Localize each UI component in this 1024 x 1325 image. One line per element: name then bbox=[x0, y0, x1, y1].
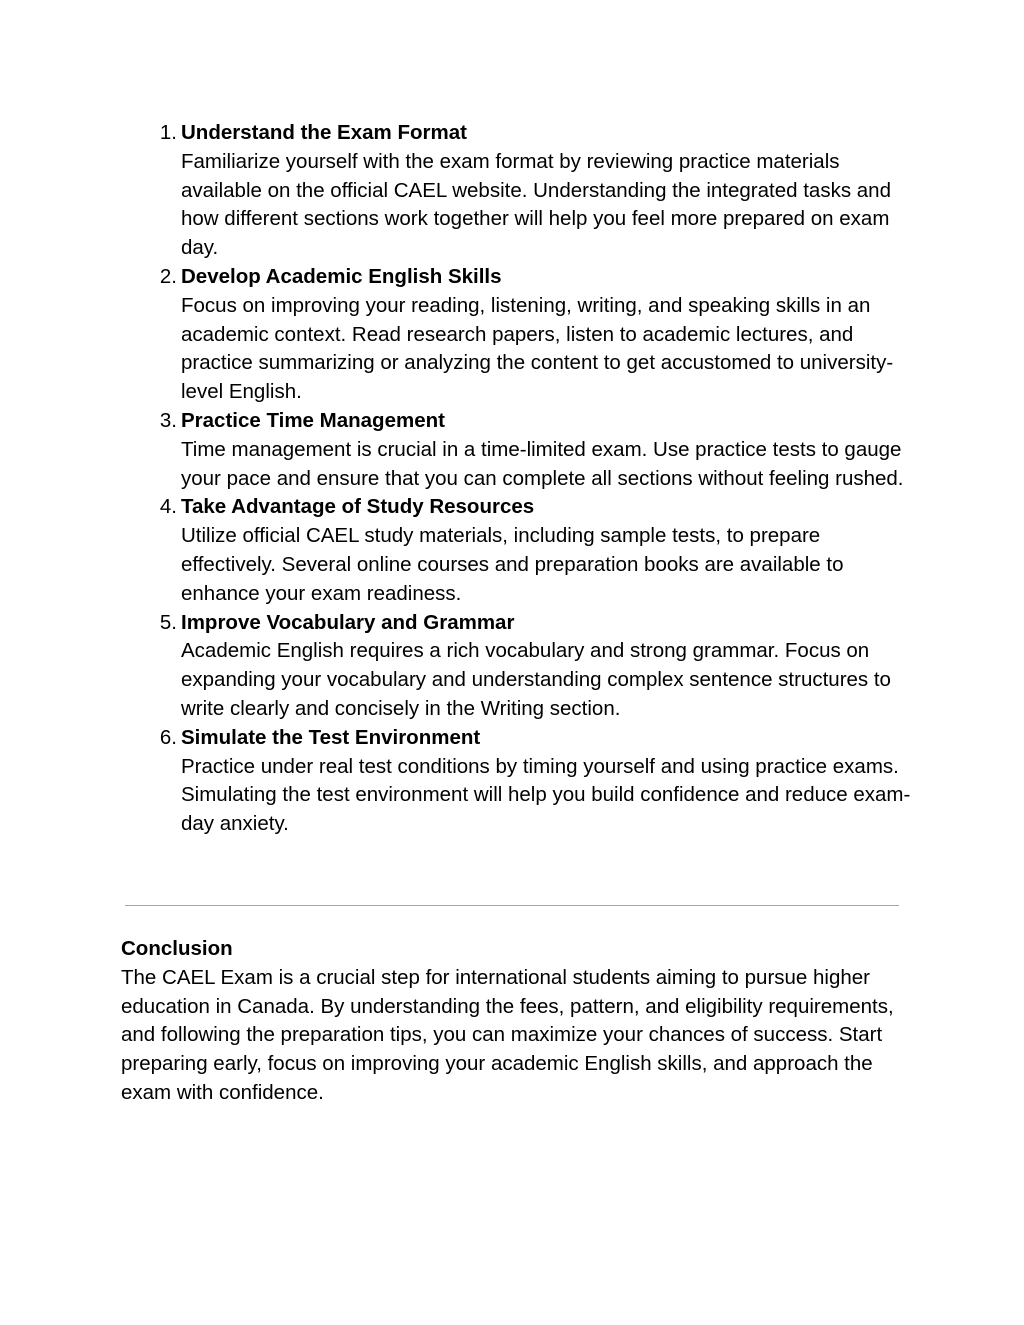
tip-body: Practice under real test conditions by timing yourself and using practice exams. Simulating the test environment will help you build confidence and reduce exam-day anxiety. bbox=[181, 754, 911, 836]
tip-number: 6. bbox=[159, 725, 177, 749]
tip-body: Utilize official CAEL study materials, including sample tests, to prepare effectively. Several online courses and preparation books are available to enhance your exam readiness. bbox=[181, 524, 844, 605]
conclusion-heading: Conclusion bbox=[121, 937, 233, 960]
tip-body: Focus on improving your reading, listening, writing, and speaking skills in an academic context. Read research papers, listen to academic lectures, and practice summarizing or analyzing the content to get accustomed to university-level English. bbox=[181, 293, 894, 404]
tip-item bbox=[159, 263, 911, 407]
tip-number: 2. bbox=[159, 264, 177, 288]
tip-number: 4. bbox=[159, 495, 177, 519]
tip-title: Practice Time Management bbox=[181, 408, 445, 432]
tip-title: Understand the Exam Format bbox=[181, 121, 467, 144]
tip-item bbox=[159, 493, 911, 608]
preparation-tips-list bbox=[159, 119, 911, 839]
horizontal-divider bbox=[125, 905, 899, 906]
tip-title: Improve Vocabulary and Grammar bbox=[181, 610, 515, 634]
tip-title: Take Advantage of Study Resources bbox=[181, 495, 535, 519]
tip-body: Familiarize yourself with the exam format by reviewing practice materials available on the official CAEL website. Understanding the integrated tasks and how different sections work together will help you feel more prepared on exam day. bbox=[181, 149, 891, 260]
tip-number: 3. bbox=[159, 408, 177, 432]
tip-title: Develop Academic English Skills bbox=[181, 264, 502, 288]
tip-title: Simulate the Test Environment bbox=[181, 725, 481, 749]
tip-body: Time management is crucial in a time-limited exam. Use practice tests to gauge your pace and ensure that you can complete all sections without feeling rushed. bbox=[181, 437, 904, 490]
tip-item bbox=[159, 609, 911, 724]
conclusion-section bbox=[121, 935, 911, 1108]
tip-item bbox=[159, 407, 911, 493]
tip-number: 1. bbox=[159, 121, 177, 144]
tip-body: Academic English requires a rich vocabulary and strong grammar. Focus on expanding your vocabulary and understanding complex sentence structures to write clearly and concisely in the Writing section. bbox=[181, 639, 891, 720]
tip-item bbox=[159, 724, 911, 839]
conclusion-paragraph: The CAEL Exam is a crucial step for international students aiming to pursue higher education in Canada. By understanding the fees, pattern, and eligibility requirements, and following the preparation tips, you can maximize your chances of success. Start preparing early, focus on improving your academic English skills, and approach the exam with confidence. bbox=[121, 965, 894, 1104]
tip-number: 5. bbox=[159, 610, 177, 634]
tip-item bbox=[159, 119, 911, 263]
